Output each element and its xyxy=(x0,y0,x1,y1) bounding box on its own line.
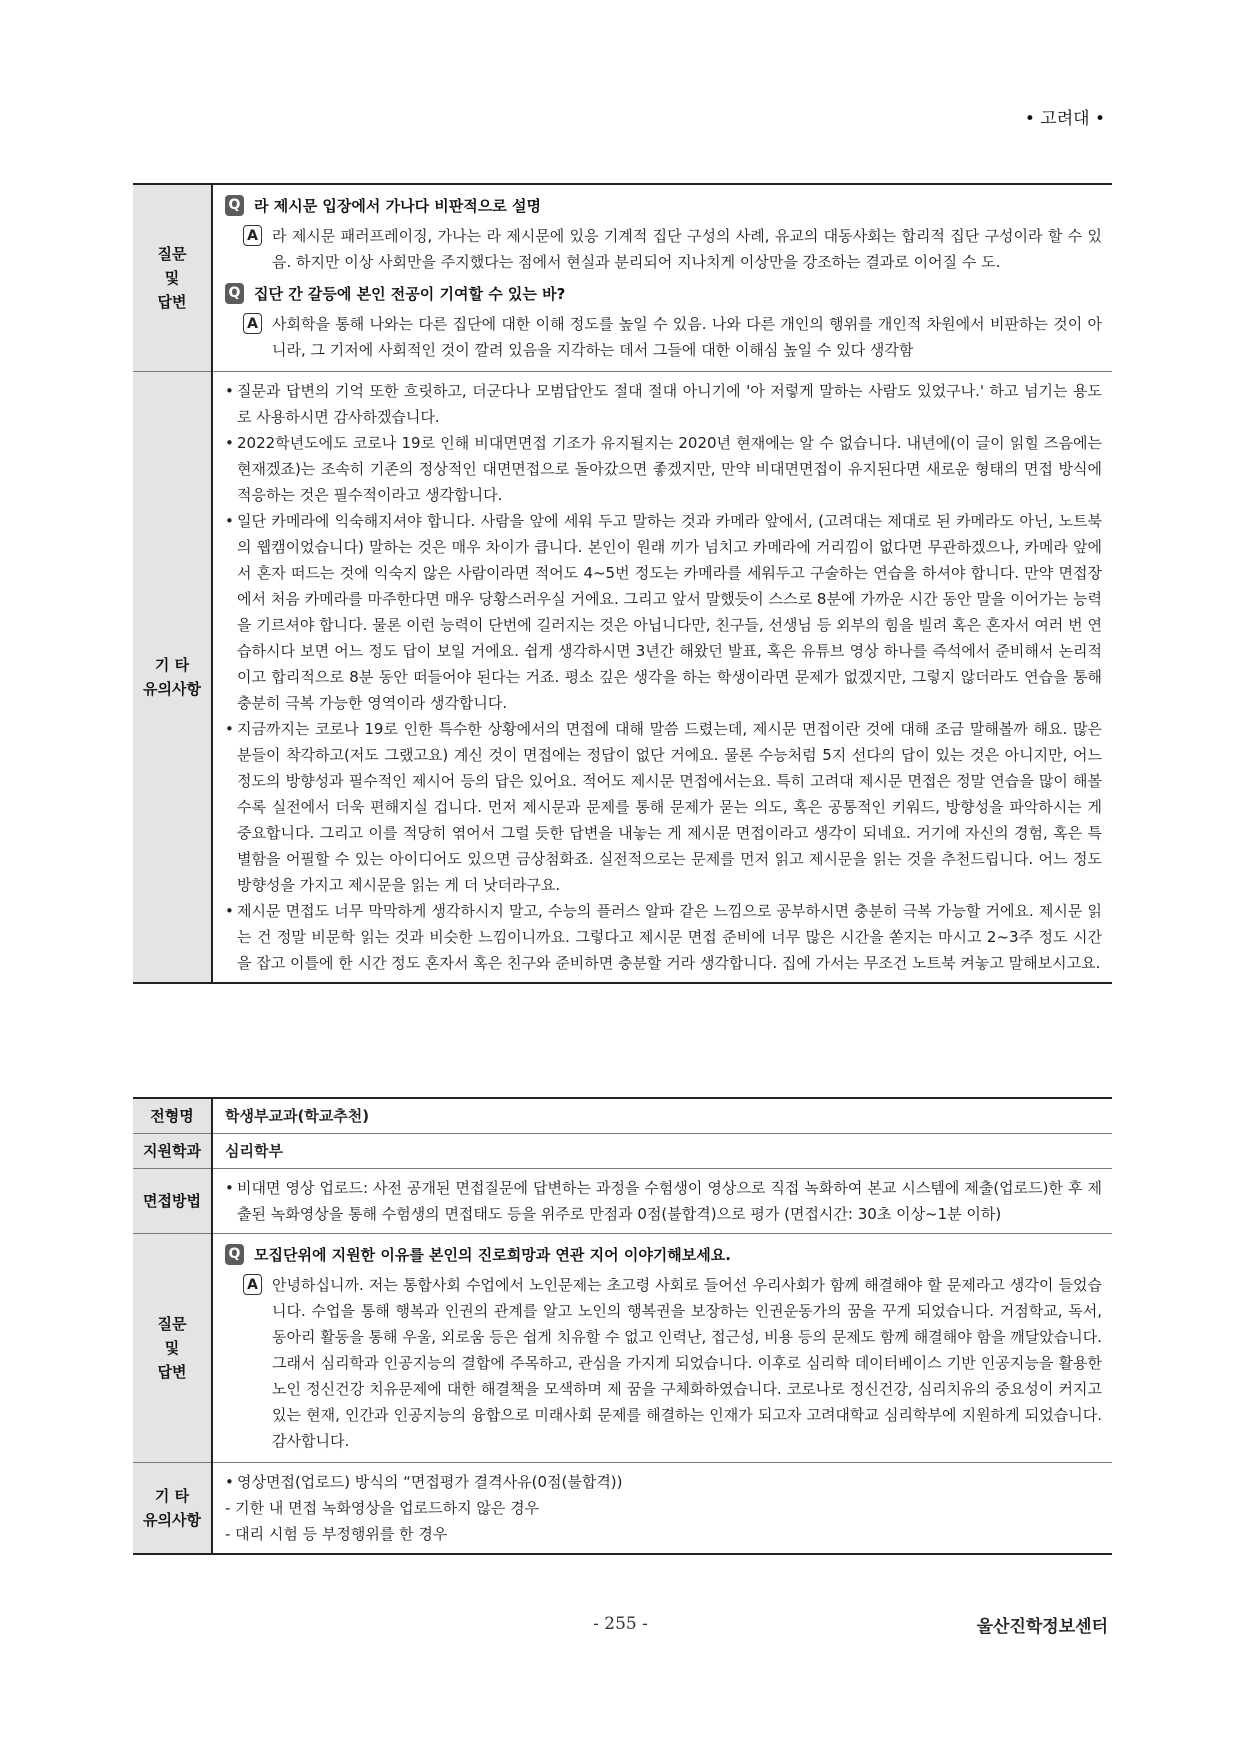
qa-content xyxy=(212,184,1112,372)
interview-table-2 xyxy=(133,1097,1112,1555)
method-row xyxy=(133,1169,1112,1234)
q-badge-icon: Q xyxy=(225,1244,244,1265)
note-dash-item: - 기한 내 면접 녹화영상을 업로드하지 않은 경우 xyxy=(225,1499,540,1517)
dept-label: 지원학과 xyxy=(133,1134,212,1169)
dept-value: 심리학부 xyxy=(212,1134,1112,1169)
etc-label: 기 타 유의사항 xyxy=(133,372,212,984)
note-item: • 제시문 면접도 너무 막막하게 생각하시지 말고, 수능의 플러스 알파 같은 느낌으로 공부하시면 충분히 극복 가능할 거에요. 제시문 읽는 건 정말 비문학 읽는 것과 비슷한 느낌이니까요. 그렇다고 제시문 면접 준비에 너무 많은 시간을 쏟지는 마시고 2~3주 정도 시간을 잡고 이틀에 한 시간 정도 혼자서 혹은 친구와 준비하면 충분할 거라 생각합니다. 집에 가서는 무조건 노트북 켜놓고 말해보시고요. xyxy=(225,898,1102,976)
etc-content xyxy=(212,1463,1112,1555)
a-badge-icon: A xyxy=(243,225,262,246)
qa-content xyxy=(212,1234,1112,1463)
method-text: • 비대면 영상 업로드: 사전 공개된 면접질문에 답변하는 과정을 수험생이 영상으로 직접 녹화하여 본교 시스템에 제출(업로드)한 후 제출된 녹화영상을 통해 수험생의 면접태도 등을 위주로 만점과 0점(불합격)으로 평가 (면접시간: 30초 이상~1분 이하) xyxy=(225,1175,1102,1227)
q-badge-icon: Q xyxy=(225,195,244,216)
a-badge-icon: A xyxy=(243,1274,262,1295)
etc-label: 기 타 유의사항 xyxy=(133,1463,212,1555)
etc-row xyxy=(133,372,1112,984)
type-value: 학생부교과(학교추천) xyxy=(225,1107,370,1125)
school-tag: • 고려대 • xyxy=(1024,109,1105,129)
answer-text: 사회학을 통해 나와는 다른 집단에 대한 이해 정도를 높일 수 있음. 나와 다른 개인의 행위를 개인적 차원에서 비판하는 것이 아니라, 그 기저에 사회적인 것이 깔려 있음을 지각하는 데서 그들에 대한 이해심 높일 수 있다 생각함 xyxy=(272,315,1102,359)
question xyxy=(225,281,1102,307)
publisher-name: 울산진학정보센터 xyxy=(976,1617,1108,1637)
qa-row xyxy=(133,184,1112,372)
answer-text: 안녕하십니까. 저는 통합사회 수업에서 노인문제는 초고령 사회로 들어선 우리사회가 함께 해결해야 할 문제라고 생각이 들었습니다. 수업을 통해 행복과 인권의 관계를 알고 노인의 행복권을 보장하는 인권운동가의 꿈을 꾸게 되었습니다. 거점학교, 독서, 동아리 활동을 통해 우울, 외로움 등은 쉽게 치유할 수 없고 인력난, 접근성, 비용 등의 문제도 함께 해결해야 함을 깨달았습니다. 그래서 심리학과 인공지능의 결합에 주목하고, 관심을 가지게 되었습니다. 이후로 심리학 데이터베이스 기반 인공지능을 활용한 노인 정신건강 치유문제에 대한 해결책을 모색하며 제 꿈을 구체화하였습니다. 코로나로 정신건강, 심리치유의 중요성이 커지고 있는 현재, 인간과 인공지능의 융합으로 미래사회 문제를 해결하는 인재가 되고자 고려대학교 심리학부에 지원하게 되었습니다. 감사합니다. xyxy=(272,1276,1102,1450)
method-label: 면접방법 xyxy=(133,1169,212,1234)
q-badge-icon: Q xyxy=(225,283,244,304)
qa-label: 질문 및 답변 xyxy=(133,184,212,372)
notes-list xyxy=(225,378,1102,976)
answer xyxy=(243,311,1102,363)
question xyxy=(225,193,1102,219)
answer xyxy=(243,1272,1102,1454)
etc-content xyxy=(212,372,1112,984)
type-row xyxy=(133,1098,1112,1134)
answer-text: 라 제시문 패러프레이징, 가나는 라 제시문에 있응 기계적 집단 구성의 사례, 유교의 대동사회는 합리적 집단 구성이라 할 수 있음. 하지만 이상 사회만을 주지했다는 점에서 현실과 분리되어 지나치게 이상만을 강조하는 결과로 이어질 수 도. xyxy=(272,227,1102,271)
interview-table-1 xyxy=(133,183,1112,984)
answer xyxy=(243,223,1102,275)
question xyxy=(225,1242,1102,1268)
type-label: 전형명 xyxy=(133,1098,212,1134)
question-text: 라 제시문 입장에서 가나다 비판적으로 설명 xyxy=(254,197,541,215)
note-item: • 지금까지는 코로나 19로 인한 특수한 상황에서의 면접에 대해 말씀 드렸는데, 제시문 면접이란 것에 대해 조금 말해볼까 해요. 많은 분들이 착각하고(저도 그랬고요) 계신 것이 면접에는 정답이 없단 거에요. 물론 수능처럼 5지 선다의 답이 있는 것은 아니지만, 어느 정도의 방향성과 필수적인 제시어 등의 답은 있어요. 적어도 제시문 면접에서는요. 특히 고려대 제시문 면접은 정말 연습을 많이 해볼수록 실전에서 더욱 편해지실 겁니다. 먼저 제시문과 문제를 통해 문제가 묻는 의도, 혹은 공통적인 키워드, 방향성을 파악하시는 게 중요합니다. 그리고 이를 적당히 엮어서 그럴 듯한 답변을 내놓는 게 제시문 면접이라고 생각이 되네요. 거기에 자신의 경험, 혹은 특별함을 어필할 수 있는 아이디어도 있으면 금상첨화죠. 실전적으로는 문제를 먼저 읽고 제시문을 읽는 것을 추천드립니다. 어느 정도 방향성을 가지고 제시문을 읽는 게 더 낫더라구요. xyxy=(225,716,1102,898)
qa-label: 질문 및 답변 xyxy=(133,1234,212,1463)
qa-row xyxy=(133,1234,1112,1463)
question-text: 모집단위에 지원한 이유를 본인의 진로희망과 연관 지어 이야기해보세요. xyxy=(254,1246,731,1264)
a-badge-icon: A xyxy=(243,313,262,334)
page-number: - 255 - xyxy=(593,1614,648,1634)
method-content xyxy=(212,1169,1112,1234)
etc-row xyxy=(133,1463,1112,1555)
note-item: • 질문과 답변의 기억 또한 흐릿하고, 더군다나 모범답안도 절대 절대 아니기에 '아 저렇게 말하는 사람도 있었구나.' 하고 넘기는 용도로 사용하시면 감사하겠습니다. xyxy=(225,378,1102,430)
question-text: 집단 간 갈등에 본인 전공이 기여할 수 있는 바? xyxy=(254,285,566,303)
note-dash-item: - 대리 시험 등 부정행위를 한 경우 xyxy=(225,1525,448,1543)
note-item: • 2022학년도에도 코로나 19로 인해 비대면면접 기조가 유지될지는 2020년 현재에는 알 수 없습니다. 내년에(이 글이 읽힐 즈음에는 현재겠죠)는 조속히 기존의 정상적인 대면면접으로 돌아갔으면 좋겠지만, 만약 비대면면접이 유지된다면 새로운 형태의 면접 방식에 적응하는 것은 필수적이라고 생각합니다. xyxy=(225,430,1102,508)
note-item: • 영상면접(업로드) 방식의 “면접평가 결격사유(0점(불합격)) xyxy=(225,1469,1102,1495)
dept-row xyxy=(133,1134,1112,1169)
note-item: • 일단 카메라에 익숙해지셔야 합니다. 사람을 앞에 세워 두고 말하는 것과 카메라 앞에서, (고려대는 제대로 된 카메라도 아닌, 노트북의 웹캠이었습니다) 말하는 것은 매우 차이가 큽니다. 본인이 원래 끼가 넘치고 카메라에 거리낌이 없다면 무관하겠으나, 카메라 앞에서 혼자 떠드는 것에 익숙지 않은 사람이라면 적어도 4~5번 정도는 카메라를 세워두고 구술하는 연습을 하셔야 합니다. 만약 면접장에서 처음 카메라를 마주한다면 매우 당황스러우실 거에요. 그리고 앞서 말했듯이 스스로 8분에 가까운 시간 동안 말을 이어가는 능력을 기르셔야 합니다. 물론 이런 능력이 단번에 길러지는 것은 아닙니다만, 친구들, 선생님 등 외부의 힘을 빌려 혹은 혼자서 여러 번 연습하시다 보면 어느 정도 답이 보일 거에요. 쉽게 생각하시면 3년간 해왔던 발표, 혹은 유튜브 영상 하나를 즉석에서 준비해서 논리적이고 합리적으로 8분 동안 떠들어야 된다는 거죠. 평소 깊은 생각을 하는 학생이라면 문제가 없겠지만, 그렇지 않더라도 연습을 통해 충분히 극복 가능한 영역이라 생각합니다. xyxy=(225,508,1102,716)
